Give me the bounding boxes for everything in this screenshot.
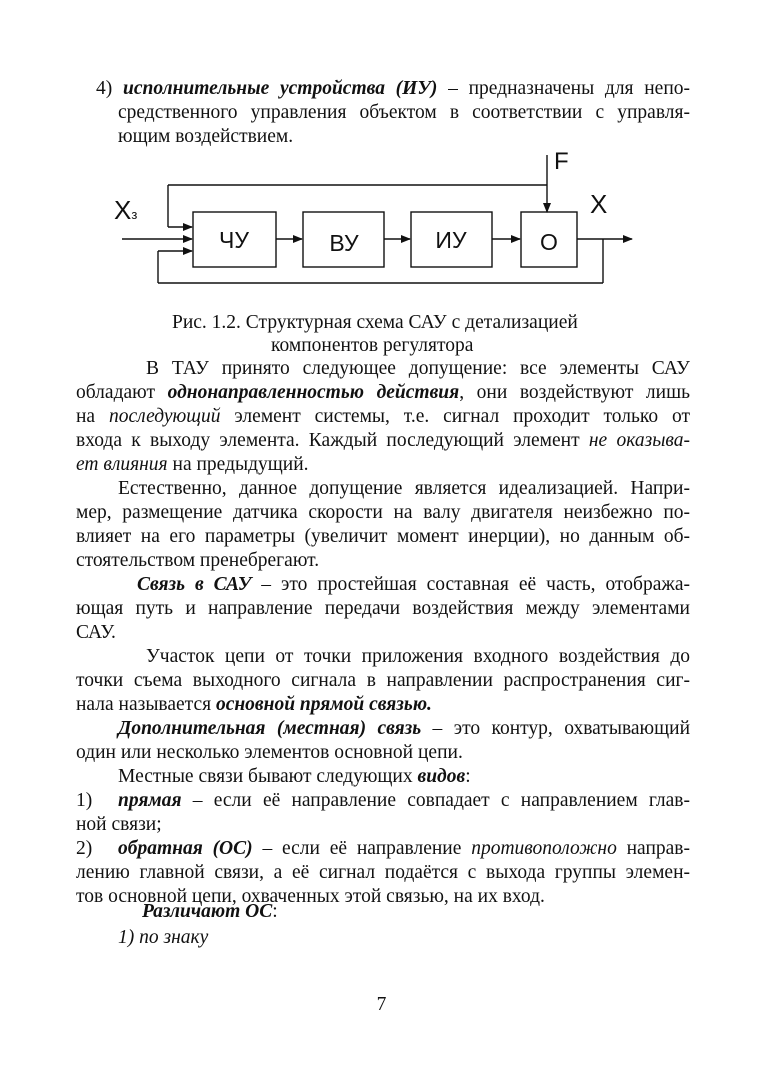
list-item2-line3: тов основной цепи, охваченных этой связью, на их вход. bbox=[76, 886, 545, 907]
para1-line2: обладают однонаправленностью действия, они воздействуют лишь bbox=[76, 382, 691, 403]
figure-caption-line1: Рис. 1.2. Структурная схема САУ с детализацией bbox=[172, 312, 578, 333]
output-label: X bbox=[590, 189, 608, 219]
block-o-label: О bbox=[540, 229, 558, 255]
para3-line3: САУ. bbox=[76, 622, 116, 643]
para5-line2: один или несколько элементов основной цепи. bbox=[76, 742, 463, 763]
para1-line3: на последующий элемент системы, т.е. сигнал проходит только от bbox=[76, 406, 691, 427]
block-diagram bbox=[100, 150, 660, 300]
item4-line3: ющим воздействием. bbox=[118, 126, 294, 147]
list-item2-line2: лению главной связи, а её сигнал подаётся с выхода группы элемен- bbox=[76, 862, 690, 883]
sub-item1: 1) по знаку bbox=[118, 927, 209, 948]
figure-caption-line2: компонентов регулятора bbox=[271, 335, 474, 356]
para6-line1: Местные связи бывают следующих видов: bbox=[118, 766, 471, 787]
para2-line3: влияет на его параметры (увеличит момент инерции), но данным об- bbox=[76, 526, 690, 547]
page-number: 7 bbox=[376, 994, 387, 1015]
item4-text: – предназначены для непо- bbox=[437, 78, 691, 99]
para1-line4: входа к выходу элемента. Каждый последующий элемент не оказыва- bbox=[76, 430, 690, 451]
block-vu-label: ВУ bbox=[329, 230, 359, 256]
block-chu-label: ЧУ bbox=[219, 227, 249, 253]
para4-line1: Участок цепи от точки приложения входного воздействия до bbox=[146, 646, 690, 667]
list-item2-number: 2) bbox=[76, 838, 93, 859]
list-item2-line1: обратная (ОС) – если её направление противоположно направ- bbox=[118, 838, 690, 859]
para3-line2: ющая путь и направление передачи воздействия между элементами bbox=[76, 598, 690, 619]
para5-line1: Дополнительная (местная) связь – это контур, охватывающий bbox=[118, 718, 691, 739]
para1-line5: ет влияния на предыдущий. bbox=[76, 454, 309, 475]
para3-line1: Связь в САУ – это простейшая составная её часть, отобража- bbox=[137, 574, 690, 595]
disturbance-label: F bbox=[554, 150, 569, 175]
list-item1-line1: прямая – если её направление совпадает с направлением глав- bbox=[118, 790, 690, 811]
para2-line4: стоятельством пренебрегают. bbox=[76, 550, 320, 571]
distinguish-line: Различают ОС: bbox=[142, 901, 278, 922]
block-iu-label: ИУ bbox=[435, 227, 467, 253]
list-item1-line2: ной связи; bbox=[76, 814, 162, 835]
item4-term: исполнительные устройства (ИУ) bbox=[122, 78, 438, 99]
input-label: Xз bbox=[114, 195, 138, 225]
list-item1-number: 1) bbox=[76, 790, 93, 811]
para2-line2: мер, размещение датчика скорости на валу двигателя неизбежно по- bbox=[76, 502, 690, 523]
para4-line2: точки съема выходного сигнала в направлении распространения сиг- bbox=[76, 670, 690, 691]
item4-line1 bbox=[96, 77, 690, 101]
item4-number: 4) bbox=[96, 78, 113, 99]
item4-line2: средственного управления объектом в соответствии с управля- bbox=[118, 102, 690, 123]
para1-line1: В ТАУ принято следующее допущение: все элементы САУ bbox=[146, 358, 690, 379]
para2-line1: Естественно, данное допущение является идеализацией. Напри- bbox=[118, 478, 690, 499]
para4-line3: нала называется основной прямой связью. bbox=[76, 694, 432, 715]
